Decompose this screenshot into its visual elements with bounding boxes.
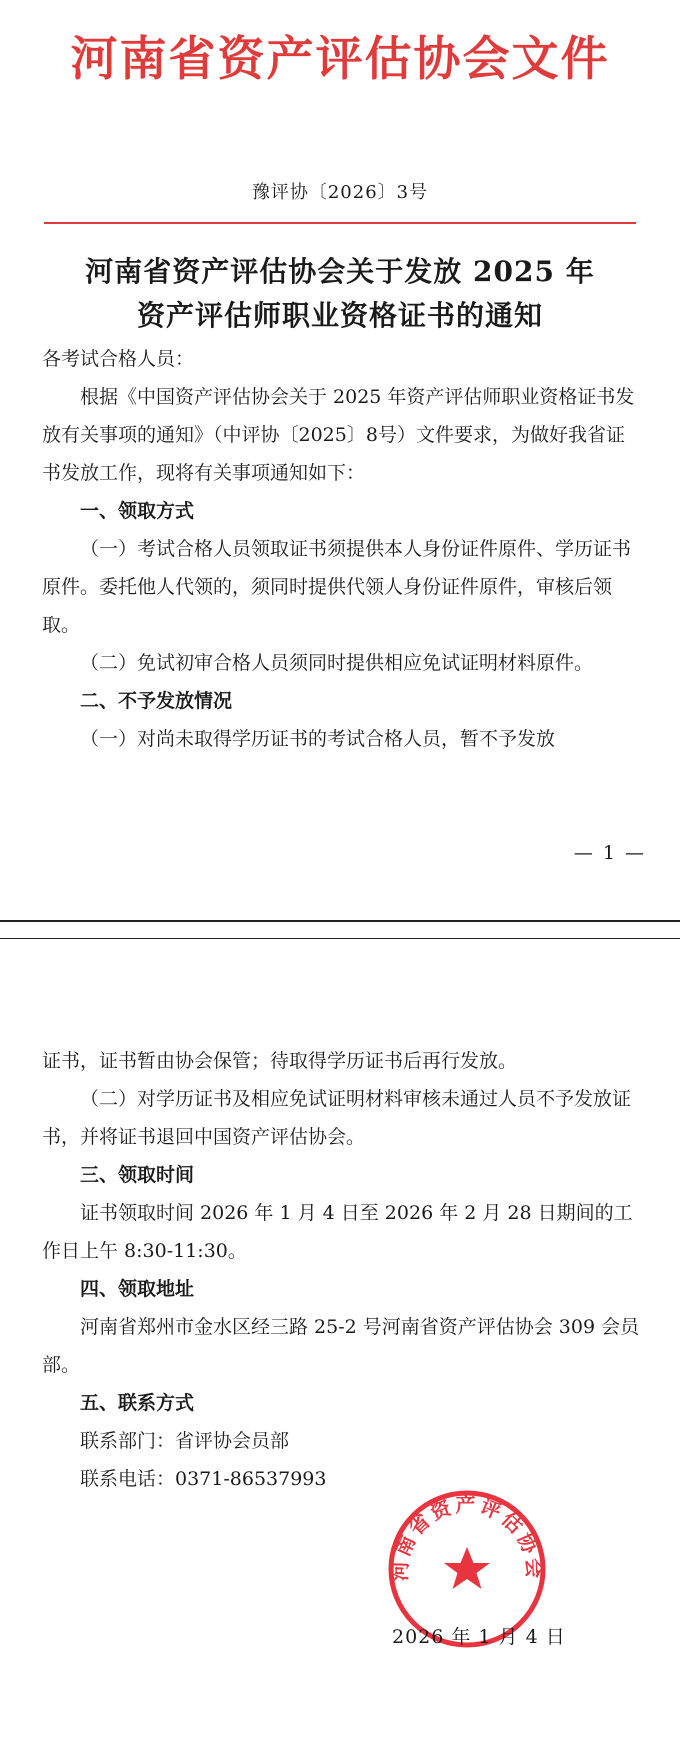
document-page-2 — [0, 940, 680, 1748]
section-2-item-1-end: 证书，证书暂由协会保管；待取得学历证书后再行发放。 — [42, 1050, 518, 1072]
notice-body-page-1 — [42, 340, 642, 758]
section-3-text: 证书领取时间 2026 年 1 月 4 日至 2026 年 2 月 28 日期间的工作日上午 8:30-11:30。 — [42, 1202, 633, 1262]
header-red-rule — [44, 222, 636, 224]
section-4-heading: 四、领取地址 — [80, 1278, 195, 1300]
page-separator-top — [0, 920, 680, 922]
section-1-item-2: （二）免试初审合格人员须同时提供相应免试证明材料原件。 — [80, 652, 594, 674]
contact-phone: 联系电话：0371-86537993 — [80, 1468, 327, 1490]
section-2-item-2: （二）对学历证书及相应免试证明材料审核未通过人员不予发放证书，并将证书退回中国资产评估协会。 — [42, 1088, 632, 1148]
section-3-heading: 三、领取时间 — [80, 1164, 195, 1186]
sign-date: 2026 年 1 月 4 日 — [392, 1626, 566, 1648]
star-icon — [444, 1547, 490, 1589]
page-number: — 1 — — [573, 842, 646, 864]
section-1-item-1: （一）考试合格人员领取证书须提供本人身份证件原件、学历证书原件。委托他人代领的，须同时提供代领人身份证件原件，审核后领取。 — [42, 538, 632, 636]
notice-body-page-2 — [42, 1042, 642, 1498]
contact-department: 联系部门：省评协会员部 — [80, 1430, 290, 1452]
section-1-heading: 一、领取方式 — [80, 500, 195, 522]
notice-title-line-1: 河南省资产评估协会关于发放 2025 年 — [85, 255, 595, 288]
section-2-item-1-start: （一）对尚未取得学历证书的考试合格人员，暂不予发放 — [80, 728, 556, 750]
section-2-heading: 二、不予发放情况 — [80, 690, 233, 712]
section-5-heading: 五、联系方式 — [80, 1392, 195, 1414]
intro-paragraph: 根据《中国资产评估协会关于 2025 年资产评估师职业资格证书发放有关事项的通知》（中评协〔2025〕8号）文件要求，为做好我省证书发放工作，现将有关事项通知如下： — [42, 386, 635, 484]
document-header-title: 河南省资产评估协会文件 — [70, 32, 610, 87]
notice-title-line-2: 资产评估师职业资格证书的通知 — [136, 299, 543, 332]
salutation: 各考试合格人员： — [42, 348, 195, 370]
page-separator-bottom — [0, 938, 680, 939]
notice-title — [0, 250, 680, 338]
document-number: 豫评协〔2026〕3号 — [251, 182, 429, 203]
section-4-text: 河南省郑州市金水区经三路 25-2 号河南省资产评估协会 309 会员部。 — [42, 1316, 640, 1376]
seal-text: 河南省资产评估协会 — [387, 1492, 547, 1582]
